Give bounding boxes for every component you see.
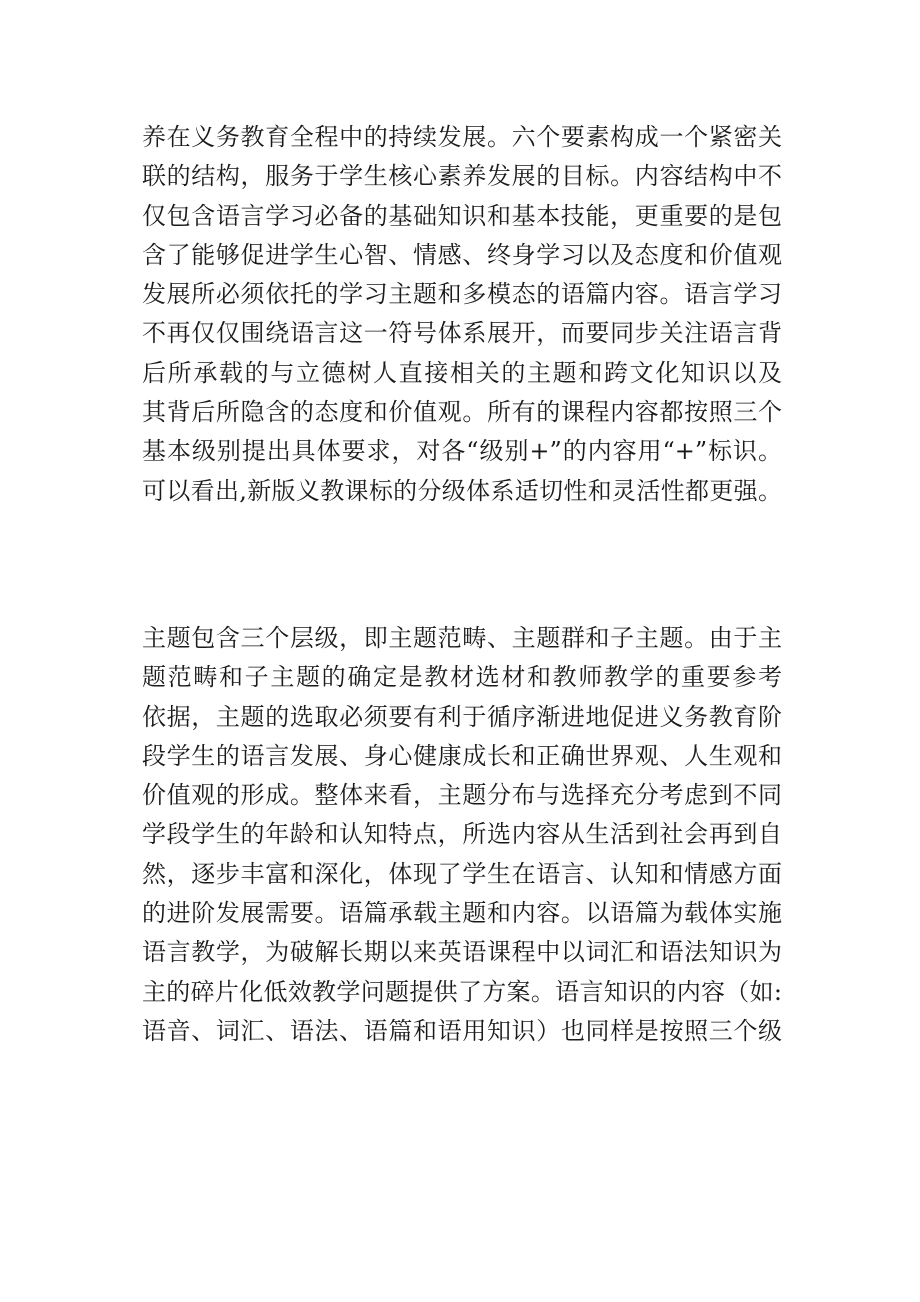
text-line: 的进阶发展需要。语篇承载主题和内容。以语篇为载体实施: [142, 899, 782, 928]
text-line: 价值观的形成。整体来看，主题分布与选择充分考虑到不同: [142, 781, 782, 810]
text-line: 题范畴和子主题的确定是教材选材和教师教学的重要参考: [142, 663, 782, 692]
text-line: 含了能够促进学生心智、情感、终身学习以及态度和价值观: [142, 240, 782, 269]
text-line: 学段学生的年龄和认知特点，所选内容从生活到社会再到自: [142, 820, 782, 849]
text-line: 发展所必须依托的学习主题和多模态的语篇内容。语言学习: [142, 280, 782, 309]
text-line: 依据，主题的选取必须要有利于循序渐进地促进义务教育阶: [142, 702, 782, 731]
text-line: 其背后所隐含的态度和价值观。所有的课程内容都按照三个: [142, 398, 782, 427]
text-line: 主题包含三个层级，即主题范畴、主题群和子主题。由于主: [142, 624, 782, 652]
text-line: 仅包含语言学习必备的基础知识和基本技能，更重要的是包: [142, 201, 782, 230]
text-line: 可以看出,新版义教课标的分级体系适切性和灵活性都更强。: [142, 476, 782, 505]
text-line: 基本级别提出具体要求，对各“级别+”的内容用“+”标识。: [142, 437, 782, 466]
text-line: 段学生的语言发展、身心健康成长和正确世界观、人生观和: [142, 741, 782, 770]
paragraph-2: [142, 619, 782, 1051]
text-line: 语言教学，为破解长期以来英语课程中以词汇和语法知识为: [142, 938, 782, 967]
text-line: 后所承载的与立德树人直接相关的主题和跨文化知识以及: [142, 358, 782, 387]
text-line: 然，逐步丰富和深化，体现了学生在语言、认知和情感方面: [142, 859, 782, 888]
text-line: 语音、词汇、语法、语篇和语用知识）也同样是按照三个级: [142, 1016, 782, 1045]
text-line: 主的碎片化低效教学问题提供了方案。语言知识的内容（如:: [142, 977, 782, 1006]
text-line: 联的结构，服务于学生核心素养发展的目标。内容结构中不: [142, 162, 782, 191]
text-line: 不再仅仅围绕语言这一符号体系展开，而要同步关注语言背: [142, 319, 782, 348]
text-line: 养在义务教育全程中的持续发展。六个要素构成一个紧密关: [142, 123, 782, 151]
paragraph-1: [142, 118, 782, 511]
